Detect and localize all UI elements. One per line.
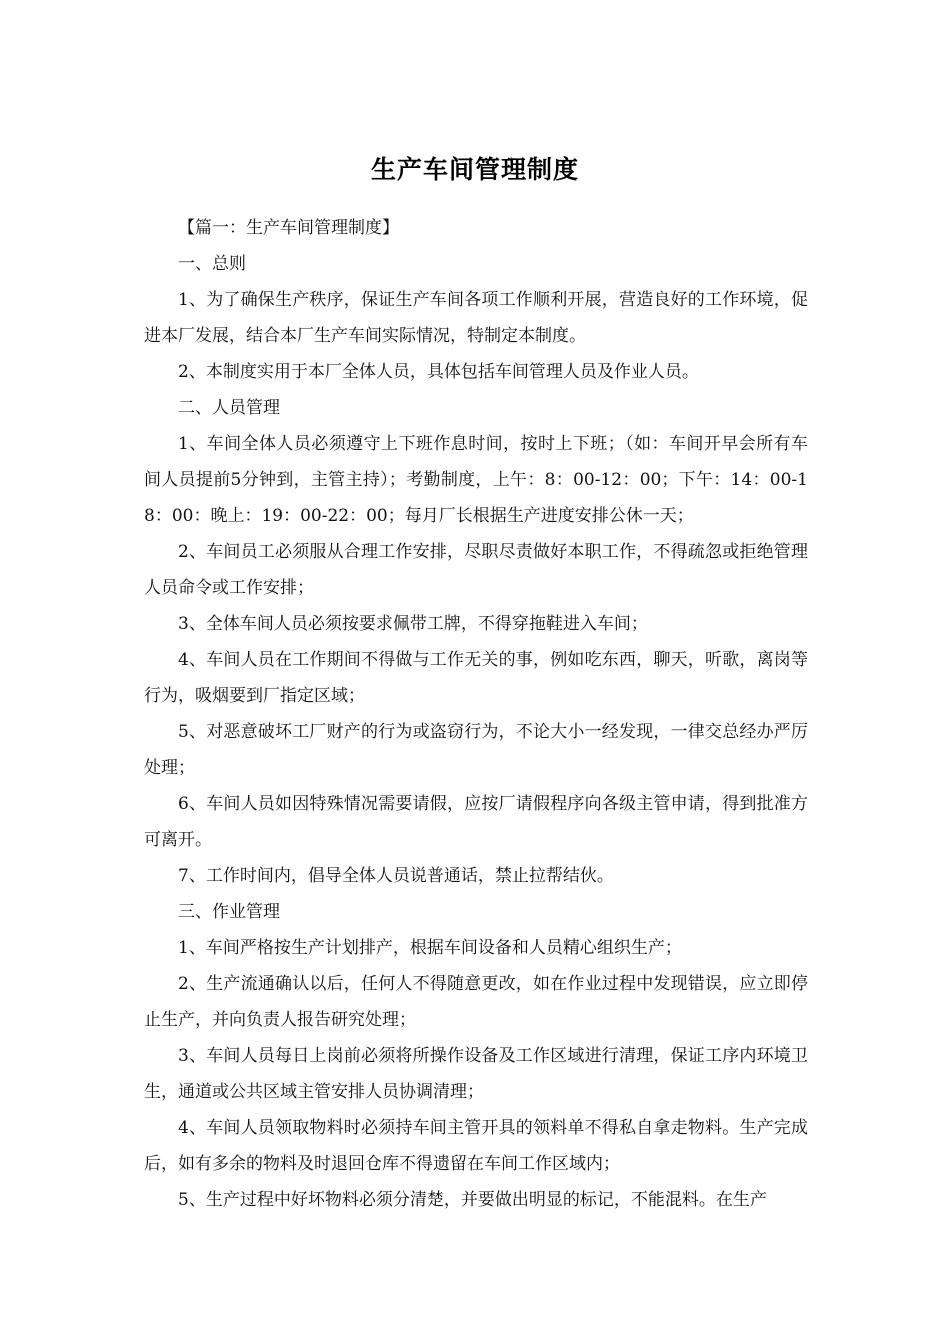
- paragraph: 2、车间员工必须服从合理工作安排，尽职尽责做好本职工作，不得疏忽或拒绝管理人员命令或工作安排；: [144, 542, 808, 598]
- paragraph: 6、车间人员如因特殊情况需要请假，应按厂请假程序向各级主管申请，得到批准方可离开。: [144, 794, 808, 850]
- paragraph: 2、本制度实用于本厂全体人员，具体包括车间管理人员及作业人员。: [178, 362, 699, 382]
- document-body: [144, 210, 808, 1218]
- heading-operations: 三、作业管理: [178, 902, 280, 922]
- heading-general: 一、总则: [178, 254, 246, 274]
- paragraph: 3、全体车间人员必须按要求佩带工牌，不得穿拖鞋进入车间；: [178, 614, 648, 634]
- paragraph: 5、对恶意破坏工厂财产的行为或盗窃行为，不论大小一经发现，一律交总经办严厉处理；: [144, 722, 808, 778]
- paragraph: 4、车间人员在工作期间不得做与工作无关的事，例如吃东西，聊天，听歌，离岗等行为，吸烟要到厂指定区域；: [144, 650, 808, 706]
- paragraph: 5、生产过程中好坏物料必须分清楚，并要做出明显的标记，不能混料。在生产: [178, 1190, 767, 1210]
- paragraph: 1、车间全体人员必须遵守上下班作息时间，按时上下班；（如：车间开早会所有车间人员提前5分钟到，主管主持）；考勤制度，上午：8：00-12：00；下午：14：00-18：00：晚上：19：00-22：00；每月厂长根据生产进度安排公休一天；: [144, 434, 808, 526]
- paragraph: 7、工作时间内，倡导全体人员说普通话，禁止拉帮结伙。: [178, 866, 614, 886]
- heading-personnel: 二、人员管理: [178, 398, 280, 418]
- section-label: 【篇一：生产车间管理制度】: [178, 218, 399, 238]
- paragraph: 4、车间人员领取物料时必须持车间主管开具的领料单不得私自拿走物料。生产完成后，如有多余的物料及时退回仓库不得遗留在车间工作区域内；: [144, 1118, 808, 1174]
- paragraph: 1、为了确保生产秩序，保证生产车间各项工作顺利开展，营造良好的工作环境，促进本厂发展，结合本厂生产车间实际情况，特制定本制度。: [144, 290, 808, 346]
- paragraph: 3、车间人员每日上岗前必须将所操作设备及工作区域进行清理，保证工序内环境卫生，通道或公共区域主管安排人员协调清理；: [144, 1046, 808, 1102]
- paragraph: 2、生产流通确认以后，任何人不得随意更改，如在作业过程中发现错误，应立即停止生产，并向负责人报告研究处理；: [144, 974, 808, 1030]
- paragraph: 1、车间严格按生产计划排产，根据车间设备和人员精心组织生产；: [178, 938, 682, 958]
- document-title: 生产车间管理制度: [370, 155, 579, 184]
